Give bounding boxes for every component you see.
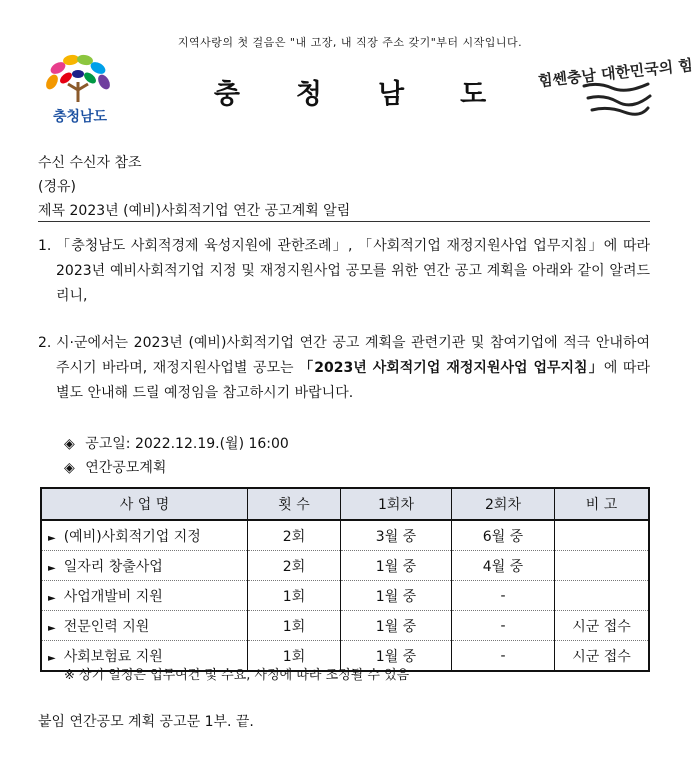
paragraph-2-guideline-bold: 「2023년 사회적기업 재정지원사업 업무지침」 <box>299 360 604 376</box>
arrow-right-icon: ► <box>48 652 56 664</box>
announce-date-line <box>64 433 289 453</box>
remarks-cell <box>555 520 650 551</box>
header-round-2: 2회차 <box>452 488 555 520</box>
business-name <box>41 581 248 611</box>
round-2-cell: - <box>452 581 555 611</box>
paragraph-2-text <box>56 331 650 406</box>
round-1-cell: 3월 중 <box>341 520 452 551</box>
remarks-cell: 시군 접수 <box>555 641 650 672</box>
attachment-line: 붙임 연간공모 계획 공고문 1부. 끝. <box>38 714 254 730</box>
paragraph-2-text-before: 시·군에서는 2023년 (예비)사회적기업 연간 공고 계획을 관련기관 및 참여기업에 적극 안내하여 주시기 바라며, 재정지원사업별 공모는 <box>56 335 650 376</box>
announce-date: 공고일: 2022.12.19.(월) 16:00 <box>85 436 289 452</box>
table-row <box>41 581 649 611</box>
round-2-cell: 6월 중 <box>452 520 555 551</box>
header-business: 사 업 명 <box>41 488 248 520</box>
diamond-bullet-icon: ◈ <box>64 460 75 476</box>
annual-plan-line <box>64 457 166 477</box>
round-1-cell: 1월 중 <box>341 641 452 672</box>
paragraph-1-text: 「충청남도 사회적경제 육성지원에 관한조례」, 「사회적기업 재정지원사업 업무지침」에 따라 2023년 예비사회적기업 지정 및 재정지원사업 공모를 위한 연간 공고 계획을 아래와 같이 알려드리니, <box>56 238 650 304</box>
calligraphy-text: 힘쎈충남 대한민국의 힘 <box>537 55 694 91</box>
count-cell: 1회 <box>248 611 341 641</box>
paragraph-2-text-after: 에 따라 별도 안내해 드릴 예정임을 참고하시기 바랍니다. <box>56 360 650 401</box>
slogan: 지역사랑의 첫 걸음은 "내 고장, 내 직장 주소 갖기"부터 시작입니다. <box>177 36 523 49</box>
business-name-text: 전문인력 지원 <box>63 618 150 635</box>
business-name-text: 사업개발비 지원 <box>63 588 163 605</box>
paragraph-1 <box>38 234 650 309</box>
calligraphy-slogan-icon <box>537 48 694 124</box>
count-cell: 2회 <box>248 551 341 581</box>
diamond-bullet-icon: ◈ <box>64 436 75 452</box>
business-name <box>41 551 248 581</box>
arrow-right-icon: ► <box>48 592 56 604</box>
table-header-row <box>41 488 649 520</box>
org-title: 충청남도 <box>213 79 543 110</box>
paragraph-1-number: 1. <box>38 238 52 254</box>
paragraph-2 <box>38 331 650 406</box>
subject-line: 제목 2023년 (예비)사회적기업 연간 공고계획 알림 <box>38 203 351 219</box>
table-row <box>41 520 649 551</box>
round-1-cell: 1월 중 <box>341 551 452 581</box>
remarks-cell: 시군 접수 <box>555 611 650 641</box>
arrow-right-icon: ► <box>48 562 56 574</box>
header-remarks: 비 고 <box>555 488 650 520</box>
schedule-note: ※ 상기 일정은 업무여건 및 수요, 사정에 따라 조정될 수 있음 <box>64 668 410 683</box>
table-row <box>41 611 649 641</box>
annual-plan-label: 연간공모계획 <box>85 460 167 476</box>
header-divider <box>38 221 650 222</box>
header-round-1: 1회차 <box>341 488 452 520</box>
round-1-cell: 1월 중 <box>341 581 452 611</box>
annual-plan-table <box>40 487 650 672</box>
header-count: 횟 수 <box>248 488 341 520</box>
business-name-text: (예비)사회적기업 지정 <box>63 528 201 545</box>
via-line: (경유) <box>38 179 76 195</box>
count-cell: 1회 <box>248 641 341 672</box>
round-2-cell: - <box>452 641 555 672</box>
recipient-line: 수신 수신자 참조 <box>38 155 142 171</box>
business-name <box>41 611 248 641</box>
count-cell: 1회 <box>248 581 341 611</box>
table-row <box>41 551 649 581</box>
arrow-right-icon: ► <box>48 622 56 634</box>
business-name-text: 일자리 창출사업 <box>63 558 163 575</box>
round-1-cell: 1월 중 <box>341 611 452 641</box>
business-name <box>41 520 248 551</box>
remarks-cell <box>555 551 650 581</box>
arrow-right-icon: ► <box>48 532 56 544</box>
round-2-cell: - <box>452 611 555 641</box>
logo-text: 충청남도 <box>52 109 108 125</box>
round-2-cell: 4월 중 <box>452 551 555 581</box>
paragraph-2-number: 2. <box>38 335 52 351</box>
count-cell: 2회 <box>248 520 341 551</box>
business-name-text: 사회보험료 지원 <box>63 648 163 665</box>
remarks-cell <box>555 581 650 611</box>
